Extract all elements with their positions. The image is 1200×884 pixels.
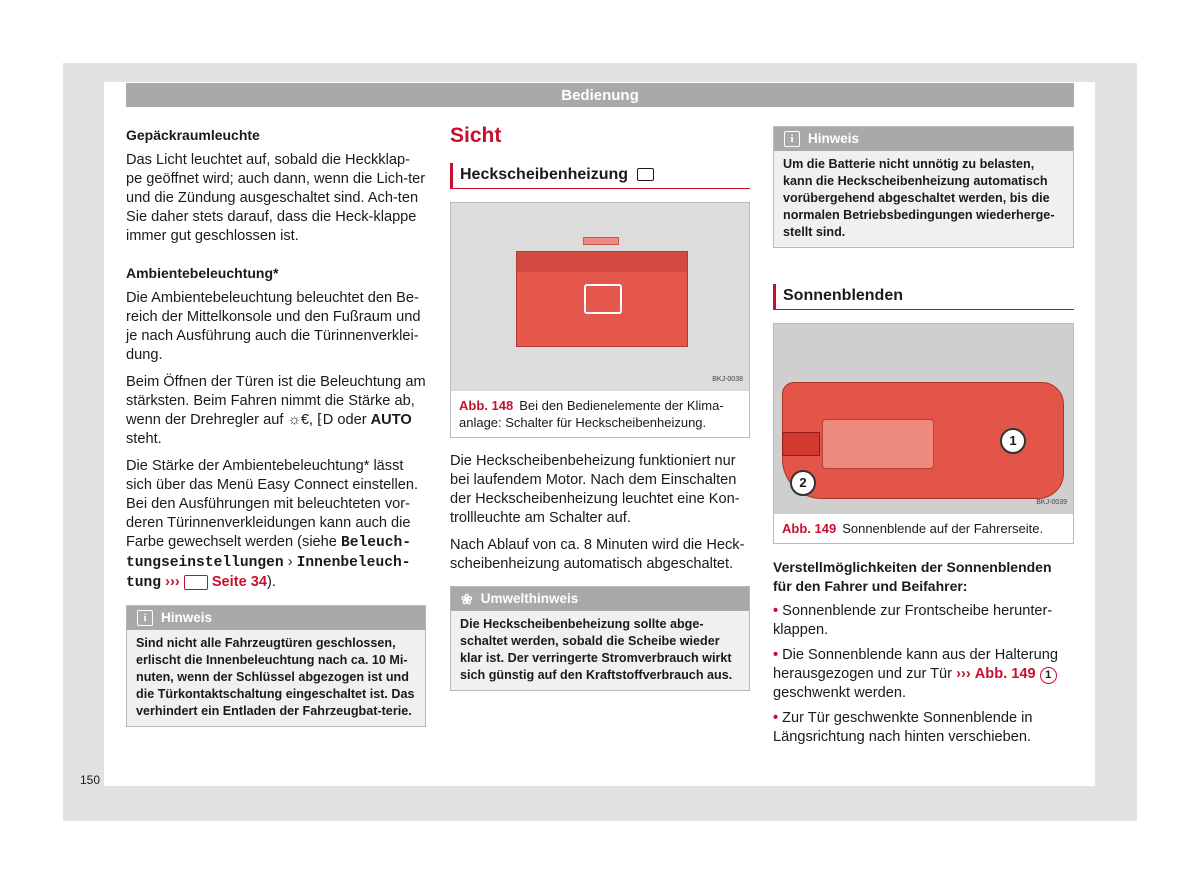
right-column: [773, 126, 1074, 753]
paragraph: Nach Ablauf von ca. 8 Minuten wird die Heck-scheibenheizung automatisch abgeschaltet.: [450, 537, 745, 572]
list-item: • Zur Tür geschwenkte Sonnenblende in Längsrichtung nach hinten verschieben.: [773, 710, 1033, 745]
paragraph: Die Heckscheibenbeheizung funktioniert nur bei laufendem Motor. Nach dem Einschalten der Heckscheibenheizung leuchtet eine Kon-trollleuchte am Schalter auf.: [450, 453, 740, 526]
rear-defrost-icon: [637, 168, 654, 181]
figure-reference-link[interactable]: Abb. 149: [974, 666, 1036, 682]
flower-icon: ❀: [461, 591, 473, 607]
note-text: Sind nicht alle Fahrzeugtüren geschlossen, erlischt die Innenbeleuchtung nach ca. 10 Mi-nuten, wenn der Schlüssel abgezogen ist und die Türkontaktschaltung eingeschaltet ist. Das verhindert ein Entladen der Fahrzeugbat-terie.: [136, 636, 415, 718]
reference-arrows: ›››: [165, 574, 180, 590]
note-header: ❀ Umwelthinweis: [451, 587, 749, 611]
subsection-title: Sonnenblenden: [773, 284, 1074, 310]
indicator-led: [583, 237, 619, 245]
callout-1: 1: [1000, 428, 1026, 454]
page-number: 150: [80, 773, 101, 787]
left-column: [126, 126, 426, 727]
arrow-icon: [782, 432, 820, 456]
low-beam-icon: ⁅D: [317, 412, 334, 428]
paragraph: Die Stärke der Ambientebeleuchtung* lässt sich über das Menü Easy Connect einstellen. Bei den Ausführungen mit beleuchteten vor-deren Türinnenverkleidungen kann auch die Farbe gewechselt werden (siehe Beleuch-tungseinstellungen › Innenbeleuch-tung ››› Seite 34).: [126, 458, 419, 591]
figure-code: BKJ-0038: [712, 376, 743, 383]
book-reference-icon: [184, 575, 208, 590]
section-title: Sicht: [450, 124, 502, 147]
callout-ref-1: 1: [1040, 667, 1057, 684]
vanity-mirror: [822, 419, 934, 469]
callout-2: 2: [790, 470, 816, 496]
note-text: Um die Batterie nicht unnötig zu belasten, kann die Heckscheibenheizung automatisch vorübergehend abgeschaltet werden, bis die normalen Betriebsbedingungen wiederherge-stellt sind.: [783, 157, 1055, 239]
note-header: i Hinweis: [127, 606, 425, 630]
light-symbol-icon: ☼€,: [287, 412, 313, 428]
info-icon: i: [137, 610, 153, 626]
heading-verstellmoeglichkeiten: Verstellmöglichkeiten der Sonnenblenden für den Fahrer und Beifahrer:: [773, 559, 1052, 594]
paragraph: Die Ambientebeleuchtung beleuchtet den Be-reich der Mittelkonsole und den Fußraum und je nach Ausführung auch die Türinnenverklei-dung.: [126, 290, 421, 363]
figure-caption: Abb. 149 Sonnenblende auf der Fahrerseite.: [782, 521, 1044, 536]
figure-code: BKJ-0039: [1036, 499, 1067, 506]
defrost-button: [516, 251, 688, 347]
info-icon: i: [784, 131, 800, 147]
note-box: [773, 126, 1074, 248]
heading-gepaeckraumleuchte: Gepäckraumleuchte: [126, 127, 260, 143]
figure-148: [450, 202, 750, 438]
figure-149-image: [774, 324, 1073, 514]
rear-defrost-icon: [584, 284, 622, 314]
heading-ambientebeleuchtung: Ambientebeleuchtung*: [126, 265, 279, 281]
note-header: i Hinweis: [774, 127, 1073, 151]
page-reference-link[interactable]: Seite 34: [211, 574, 267, 590]
figure-148-image: [451, 203, 749, 391]
figure-caption: Abb. 148 Bei den Bedienelemente der Klima-anlage: Schalter für Heckscheibenheizung.: [459, 398, 724, 430]
middle-column: [450, 126, 750, 691]
running-header: Bedienung: [126, 83, 1074, 107]
paragraph: Beim Öffnen der Türen ist die Beleuchtung am stärksten. Beim Fahren nimmt die Stärke ab, wenn der Drehregler auf ☼€, ⁅D oder AUTO steht.: [126, 374, 426, 447]
auto-symbol: AUTO: [370, 412, 412, 428]
note-box: [126, 605, 426, 727]
environment-note-box: [450, 586, 750, 691]
figure-149: [773, 323, 1074, 544]
list-item: • Sonnenblende zur Frontscheibe herunter-klappen.: [773, 603, 1053, 638]
subsection-title: Heckscheibenheizung: [450, 163, 750, 189]
note-text: Die Heckscheibenbeheizung sollte abge-schaltet werden, sobald die Scheibe wieder klar ist. Der verringerte Stromverbrauch wirkt sich günstig auf den Kraftstoffverbrauch aus.: [460, 617, 733, 682]
list-item: • Die Sonnenblende kann aus der Halterung herausgezogen und zur Tür ››› Abb. 149 1 geschwenkt werden.: [773, 647, 1058, 701]
paragraph: Das Licht leuchtet auf, sobald die Heckklap-pe geöffnet wird; auch dann, wenn die Lich-ter und die Zündung ausgeschaltet sind. Ach-ten Sie daher stets darauf, dass die Heck-klappe immer gut geschlossen ist.: [126, 152, 426, 244]
